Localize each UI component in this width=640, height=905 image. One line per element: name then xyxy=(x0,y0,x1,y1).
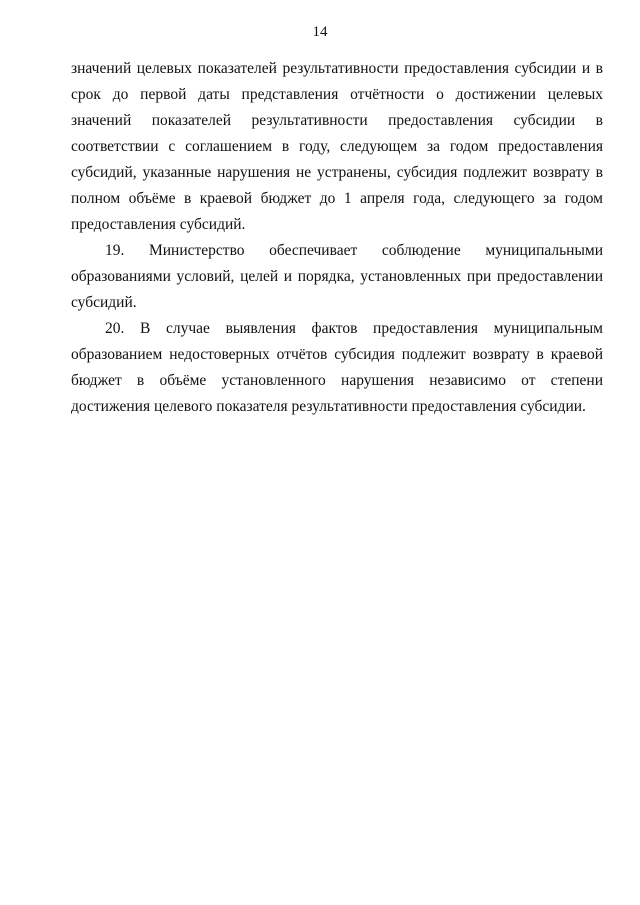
page-number: 14 xyxy=(312,24,328,40)
paragraph-item-20: 20. В случае выявления фактов предоставления муниципальным образованием недостоверных отчётов субсидия подлежит возврату в краевой бюджет в объёме установленного нарушения независимо от степени достижения целевого показателя результативности предоставления субсидии. xyxy=(71,320,603,415)
paragraph-continuation: значений целевых показателей результативности предоставления субсидии и в срок до первой даты представления отчётности о достижении целевых значений показателей результативности предоставления субсидии в соответствии с соглашением в году, следующем за годом предоставления субсидий, указанные нарушения не устранены, субсидия подлежит возврату в полном объёме в краевой бюджет до 1 апреля года, следующего за годом предоставления субсидий. xyxy=(71,60,603,233)
paragraph-item-19: 19. Министерство обеспечивает соблюдение муниципальными образованиями условий, целей и порядка, установленных при предоставлении субсидий. xyxy=(71,242,603,311)
document-body xyxy=(71,56,603,420)
